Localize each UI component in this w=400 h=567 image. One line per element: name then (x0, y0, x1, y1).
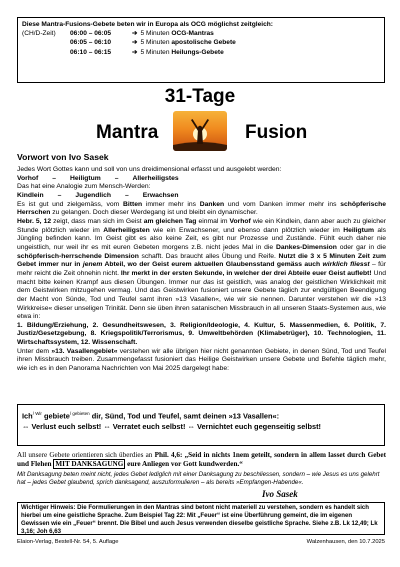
thanksgiving-note: Mit Danksagung beten meint nicht, jedes Gebet lediglich mit einer Danksagung zu beschliessen, sondern – wie Jesus es uns gelehrt hat – jedes Gebet glaubend, sprich danksagend, auszuformulieren – als bereits »Empfangen-Habende«. (17, 471, 380, 487)
title-mantra: Mantra (96, 122, 159, 143)
keyword-line: Kindlein – Jugendlich – Erwachsen (17, 191, 179, 199)
scripture-paragraph: All unsere Gebete orientieren sich überdies an Phil. 4,6: „Seid in nichts 1nem geteilt, sondern in allem lasset durch Gebet und Flehen MIT DANKSAGUNG eure Anliegen vor Gott kundwerden.“ (17, 451, 386, 469)
title-fusion: Fusion (245, 122, 308, 143)
timezone-label: (CH/D-Zeit) (22, 30, 56, 38)
signature: Ivo Sasek (262, 489, 298, 499)
keyword-line: Vorhof – Heiligtum – Allerheiligstes (17, 174, 179, 182)
schedule-minutes: 5 Minuten (140, 39, 170, 47)
schedule-time: 06:10 – 06:15 (70, 48, 112, 56)
timezone-label (22, 48, 70, 57)
schedule-minutes: 5 Minuten (140, 48, 170, 56)
schedule-desc: apostolische Gebete (171, 39, 236, 47)
declaration-line-1: Ich$^{/ Wir}$ gebiete$^{/ gebieten}$ dir, Sünd, Tod und Teufel, samt deinen »13 Vasallen«: (22, 411, 280, 421)
arrow-icon: ➔ (132, 48, 138, 56)
paragraph: Hebr. 5, 12 zeigt, dass man sich im Geist am gleichen Tag einmal im Vorhof wie ein Kindlein, dann aber auch zu gleicher Stunde plötzlich wieder im Allerheiligsten wie ein Erwachsener, und ebenso dann plötzlich wieder im Heiligtum als Jüngling befinden kann. Im Geist gibt es also keine Zeit, es gibt nur Prozesse und Zustände. Fühlt euch daher nie ungeistlich, nur weil ihr es mit euren Gebeten morgens z.B. nicht jedes Mal in die Dankes-Dimension oder gar in die schöpferisch-herrschende Dimension schafft. Das braucht alles Übung und Reife. Nutzt die 3 x 5 Minuten Zeit zum Gebet immer nur in jenem Abteil, wo der Geist eurem aktuellen Glaubensstand gemäss auch wirklich fliesst – für mehr reicht die Zeit ohnehin nicht. Ihr merkt in der ersten Sekunde, in welcher der drei Abteile euer Geist auflebt! Und macht bitte keinen Krampf aus diesen Übungen. Immer nur das ist geistlich, was analog der geistlichen Wirklichkeit mit dem Geistwirken mitzugehen vermag. Und das Geistwirken fusioniert unsere Gebete täglich zur endgültigen Beendigung der Macht von Sünde, Tod und Teufel samt ihren »13 Vasallen«, wie wir sie nennen. Darunter verstehen wir die »13 Wirkkreise« dieser unseligen Trinität. Denn sie üben ihren satanischen Missbrauch in all unseren Staats-Systemen aus, wie etwa in: (17, 217, 387, 321)
publisher-footer: Elaion-Verlag, Bestell-Nr. 54, 5. Auflage (17, 539, 119, 545)
paragraph: Unter dem »13. Vasallengebiet« verstehen wir alle übrigen hier nicht genannten Gebiete, in denen Sünd, Tod und Teufel ihren Missbrauch treiben. Zusammengefasst fusioniert das Heilige Geistwirken unsere Gebete und Befehle täglich mehr, wie ich es in den Panorama Nachrichten von Mai 2025 dargelegt habe: (17, 347, 387, 373)
date-footer: Walzenhausen, den 10.7.2025 (306, 539, 385, 545)
schedule-row (22, 38, 380, 47)
schedule-desc: OCG-Mantras (171, 30, 214, 38)
schedule-heading: Diese Mantra-Fusions-Gebete beten wir in Europa als OCG möglichst zeitgleich: (22, 21, 273, 28)
declaration-line-2: ⇔ Verlust euch selbst! ⇔ Verratet euch selbst! ⇔ Vernichtet euch gegenseitig selbst! (22, 422, 321, 432)
foreword-body (17, 166, 386, 374)
raised-arms-silhouette-icon (173, 111, 227, 151)
foreword-heading: Vorwort von Ivo Sasek (17, 152, 109, 162)
page-title: 31-Tage (164, 86, 236, 107)
schedule-time: 06:05 – 06:10 (70, 39, 112, 47)
important-notice-box: Wichtiger Hinweis: Die Formulierungen in den Mantras sind betont nicht materiell zu verstehen, sondern es handelt sich hierbei um eine geistliche Sprache. Zum Beispiel Tag 22: Mit „Feuer“ ist eine Überführung gemeint, die im eigenen Gewissen wie ein „Feuer“ brennt. Die Bibel und auch Jesus verwenden dieselbe geistliche Sprache. Siehe z.B. Lk 12,49; Lk 3,16; Joh 6,63 (17, 502, 385, 535)
timezone-label (22, 38, 70, 47)
schedule-box (17, 17, 385, 83)
arrow-icon: ➔ (132, 30, 138, 38)
paragraph: Das hat eine Analogie zum Mensch-Werden: (17, 183, 151, 191)
paragraph: Jedes Wort Gottes kann und soll von uns dreidimensional erfasst und ausgelebt werden: (17, 166, 282, 173)
declaration-box (17, 404, 385, 446)
arrow-icon: ➔ (132, 39, 138, 47)
schedule-row (22, 29, 380, 38)
schedule-minutes: 5 Minuten (140, 30, 170, 38)
schedule-desc: Heilungs-Gebete (171, 48, 224, 56)
schedule-time: 06:00 – 06:05 (70, 30, 112, 38)
vassal-list: 1. Bildung/Erziehung, 2. Gesundheitswesen, 3. Religion/Ideologie, 4. Kultur, 5. Massenmedien, 6. Politik, 7. Justiz/Gesetzgebung, 8. Kriegspolitik/Terrorismus, 9. Umweltbehörden (Klimabetrüger), 10. Technologien, 11. Wirtschaftssystem, 12. Wissenschaft. (17, 321, 386, 347)
schedule-row (22, 48, 380, 57)
framed-word: MIT DANKSAGUNG (55, 460, 124, 469)
sunset-person-image (173, 111, 227, 151)
paragraph: Es ist gut und zielgemäss, vom Bitten immer mehr ins Danken und vom Danken immer mehr ins schöpferische Herrschen zu gelangen. Doch dieser Werdegang ist und bleibt ein dynamischer. (17, 200, 386, 217)
